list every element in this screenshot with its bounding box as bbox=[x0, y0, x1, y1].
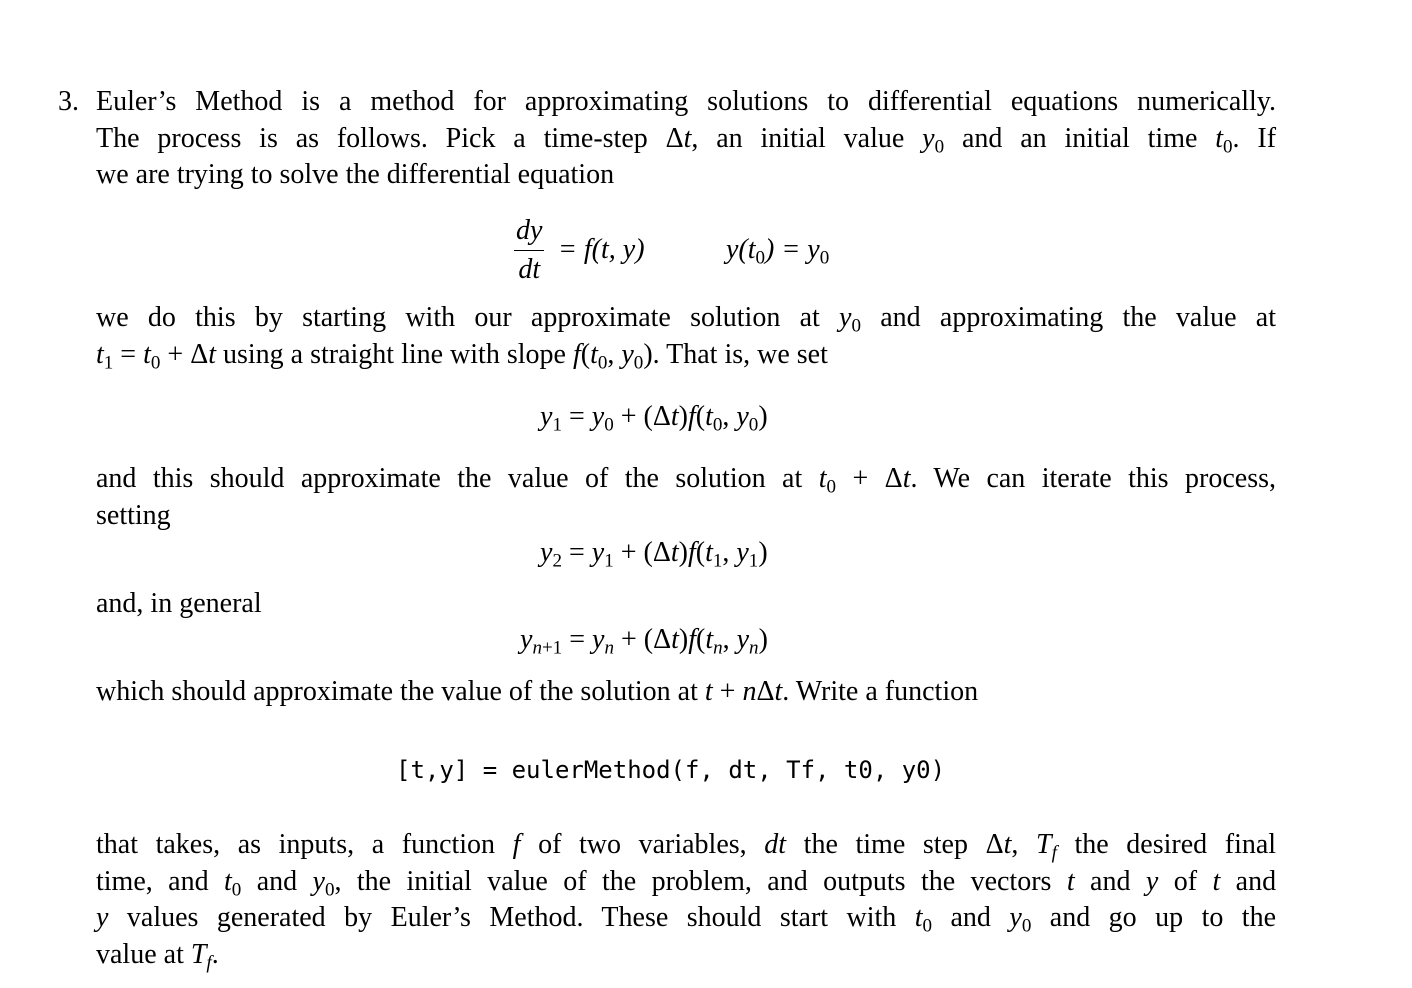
paragraph-4 bbox=[96, 586, 1276, 623]
problem-document: 3. Euler’s Method is a method for approximating solutions to differential equations numerically. The process is as follows. Pick a time-step Δt, an initial value $y_0$ and an initial time $t_0$. If we are trying to solve the differential equation $\frac{dy}{dt}$ = f(t, y) $y(t_0) = y_0$ we do this by starting with our approximate solution at $y_0$ and approximating the value at $t_1 = t_0 + \Delta t$ using a straight line with slope $f(t_0$, $y_0$). That is, we set $y_1 = y_0 + (\Delta t)f(t_0$, $y_0$) and this should approximate the value of the solution at $t_0 + \Delta t$. We can iterate this process, setting $y_2 = y_1 + (\Delta t)f(t_1$, $y_1$) and, in general $y_{n+1} = y_n + (\Delta t)f(t_n$, $y_n$) which should approximate the value of the solution at t + nΔt. Write a function [t,y] = eulerMethod(f, dt, Tf, t0, y0) that takes, as inputs, a function f of two variables, dt the time step Δt, $T_f$ the desired final time, and $t_0$ and $y_0$, the initial value of the problem, and outputs the vectors t and y of t and y values generated by Euler’s Method. These should start with $t_0$ and $y_0$ and go up to the value at $T_f$. bbox=[58, 86, 1277, 973]
para2-line-2: $t_1 = t_0 + \Delta t$ using a straight line with slope $f(t_0$, $y_0$). That is, we set bbox=[96, 338, 828, 373]
para4-line-1: and, in general bbox=[96, 588, 262, 619]
para5-line-1: which should approximate the value of the solution at t + nΔt. Write a function bbox=[96, 676, 979, 707]
para6-line-2: time, and $t_0$ and $y_0$, the initial value of the problem, and outputs the vectors t and y of t and bbox=[96, 865, 1277, 900]
para6-line-1: that takes, as inputs, a function f of two variables, dt the time step Δt, $T_f$ the desired final bbox=[96, 829, 1277, 864]
paragraph-5 bbox=[96, 674, 1276, 711]
paragraph-3 bbox=[96, 461, 1276, 534]
code-line: [t,y] = eulerMethod(f, dt, Tf, t0, y0) bbox=[396, 756, 946, 784]
para6-line-4: value at $T_f$. bbox=[96, 938, 219, 973]
para6-line-3: y values generated by Euler’s Method. These should start with $t_0$ and $y_0$ and go up to the bbox=[96, 902, 1277, 937]
intro-line-2: The process is as follows. Pick a time-step Δt, an initial value $y_0$ and an initial time $t_0$. If bbox=[96, 122, 1277, 157]
ode-rhs: = f(t, y) bbox=[558, 234, 645, 265]
problem-number: 3. bbox=[58, 86, 79, 117]
intro-paragraph bbox=[96, 84, 1276, 194]
initial-condition: $y(t_0) = y_0$ bbox=[726, 234, 830, 269]
para3-line-2: setting bbox=[96, 499, 171, 531]
intro-line-3: we are trying to solve the differential equation bbox=[96, 159, 615, 190]
derivative-fraction: $\frac{dy}{dt}$ bbox=[516, 215, 543, 285]
paragraph-6 bbox=[96, 827, 1276, 973]
paragraph-2 bbox=[96, 300, 1276, 373]
intro-line-1: Euler’s Method is a method for approximating solutions to differential equations numerically. bbox=[96, 86, 1276, 117]
para2-line-1: we do this by starting with our approximate solution at $y_0$ and approximating the value at bbox=[96, 302, 1277, 337]
para3-line-1: and this should approximate the value of the solution at $t_0 + \Delta t$. We can iterate this process, bbox=[96, 463, 1276, 498]
